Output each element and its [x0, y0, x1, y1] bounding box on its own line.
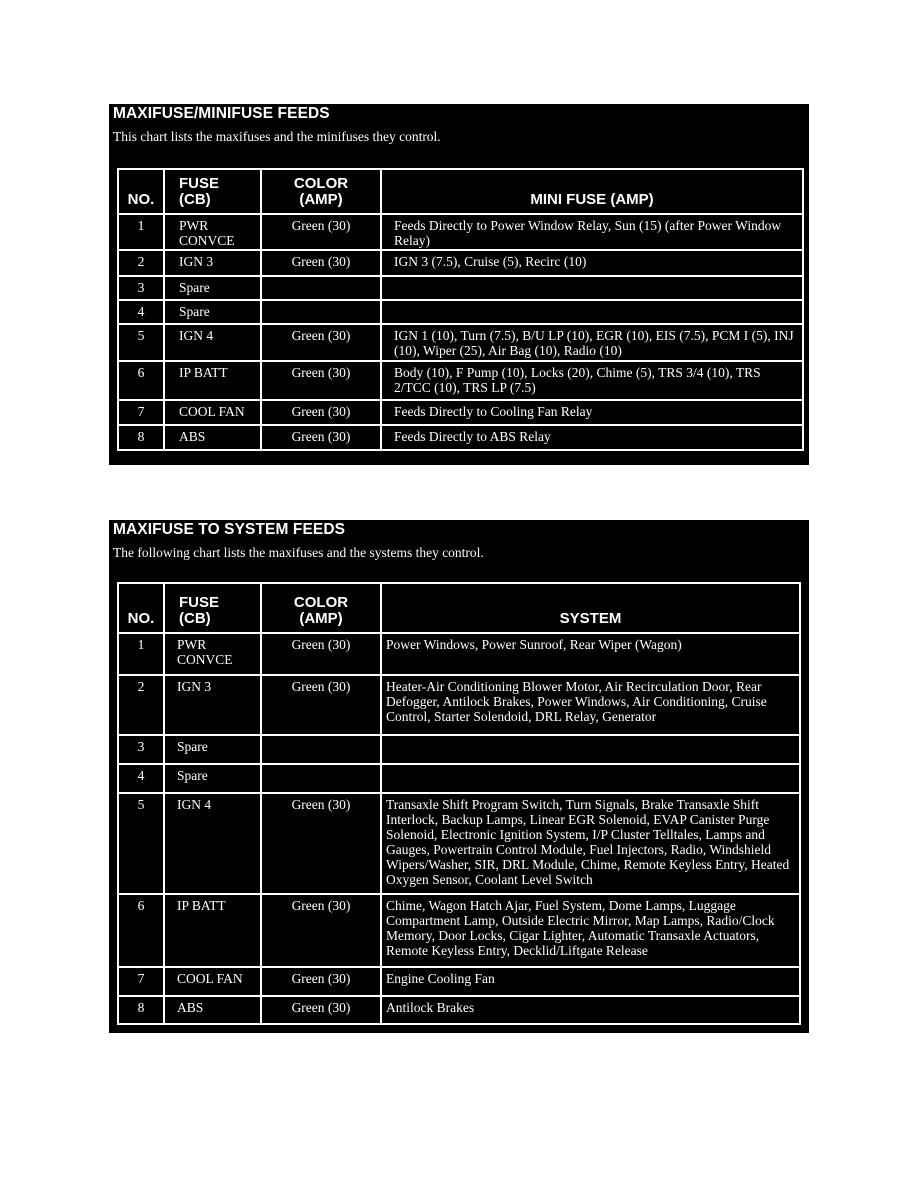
cell-no: 5 — [118, 793, 164, 894]
cell-desc: Power Windows, Power Sunroof, Rear Wiper (Wagon) — [381, 633, 800, 675]
table-row — [118, 324, 803, 361]
cell-desc: Heater-Air Conditioning Blower Motor, Air Recirculation Door, Rear Defogger, Antilock Brakes, Power Windows, Air Conditioning, Cruise Control, Starter Solendoid, DRL Relay, Generator — [381, 675, 800, 735]
cell-no: 8 — [118, 996, 164, 1024]
cell-desc — [381, 300, 803, 324]
cell-color: Green (30) — [261, 214, 381, 250]
cell-fuse: IGN 3 — [164, 250, 261, 276]
table-row — [118, 250, 803, 276]
header-color-label: COLOR (AMP) — [293, 594, 349, 627]
cell-no: 1 — [118, 633, 164, 675]
table-row — [118, 675, 800, 735]
panel-subtitle: The following chart lists the maxifuses and the systems they control. — [113, 545, 484, 560]
cell-no: 6 — [118, 894, 164, 967]
cell-fuse: Spare — [164, 764, 261, 793]
cell-desc: Feeds Directly to ABS Relay — [381, 425, 803, 450]
cell-color: Green (30) — [261, 793, 381, 894]
cell-color: Green (30) — [261, 675, 381, 735]
header-color — [261, 583, 381, 633]
cell-desc: Body (10), F Pump (10), Locks (20), Chime (5), TRS 3/4 (10), TRS 2/TCC (10), TRS LP (7.5) — [381, 361, 803, 400]
table-row — [118, 214, 803, 250]
cell-desc: IGN 3 (7.5), Cruise (5), Recirc (10) — [381, 250, 803, 276]
cell-fuse: Spare — [164, 300, 261, 324]
cell-fuse: IGN 4 — [164, 324, 261, 361]
cell-color — [261, 764, 381, 793]
cell-no: 4 — [118, 300, 164, 324]
panel-title: MAXIFUSE TO SYSTEM FEEDS — [113, 521, 346, 538]
system-feeds-table — [117, 582, 801, 1025]
table-header-row — [118, 169, 803, 214]
cell-fuse: ABS — [164, 425, 261, 450]
panel-title: MAXIFUSE/MINIFUSE FEEDS — [113, 105, 330, 122]
cell-fuse: COOL FAN — [164, 967, 261, 996]
header-fuse — [164, 583, 261, 633]
header-color-label: COLOR (AMP) — [293, 175, 349, 208]
header-color — [261, 169, 381, 214]
cell-no: 3 — [118, 735, 164, 764]
table-row — [118, 967, 800, 996]
cell-fuse: COOL FAN — [164, 400, 261, 425]
cell-desc: Transaxle Shift Program Switch, Turn Signals, Brake Transaxle Shift Interlock, Backup Lamps, Linear EGR Solenoid, EVAP Canister Purge Solenoid, Electronic Ignition System, I/P Cluster Telltales, Lamps and Gauges, Powertrain Control Module, Fuel Injectors, Radio, Windshield Wipers/Washer, SIR, DRL Module, Chime, Remote Keyless Entry, Heated Oxygen Sensor, Coolant Level Switch — [381, 793, 800, 894]
table-row — [118, 300, 803, 324]
cell-desc: IGN 1 (10), Turn (7.5), B/U LP (10), EGR (10), EIS (7.5), PCM I (5), INJ (10), Wiper (25), Air Bag (10), Radio (10) — [381, 324, 803, 361]
table-row — [118, 996, 800, 1024]
table-row — [118, 894, 800, 967]
cell-color: Green (30) — [261, 361, 381, 400]
maxifuse-minifuse-feeds-panel — [109, 104, 809, 465]
table-row — [118, 735, 800, 764]
header-system: SYSTEM — [381, 583, 800, 633]
cell-no: 7 — [118, 967, 164, 996]
cell-color: Green (30) — [261, 324, 381, 361]
cell-desc — [381, 735, 800, 764]
cell-no: 2 — [118, 675, 164, 735]
cell-fuse: Spare — [164, 735, 261, 764]
cell-color — [261, 735, 381, 764]
table-header-row — [118, 583, 800, 633]
table-row — [118, 400, 803, 425]
cell-no: 5 — [118, 324, 164, 361]
cell-color — [261, 276, 381, 300]
table-row — [118, 764, 800, 793]
table-row — [118, 276, 803, 300]
cell-fuse: IGN 3 — [164, 675, 261, 735]
cell-fuse: IGN 4 — [164, 793, 261, 894]
header-fuse-label: FUSE (CB) — [179, 594, 220, 627]
cell-fuse: PWR CONVCE — [164, 214, 261, 250]
maxifuse-system-feeds-panel — [109, 520, 809, 1033]
header-no: NO. — [118, 169, 164, 214]
minifuse-feeds-table — [117, 168, 804, 451]
table-row — [118, 633, 800, 675]
header-fuse-label: FUSE (CB) — [179, 175, 220, 208]
cell-desc: Feeds Directly to Cooling Fan Relay — [381, 400, 803, 425]
table-row — [118, 425, 803, 450]
cell-desc: Chime, Wagon Hatch Ajar, Fuel System, Dome Lamps, Luggage Compartment Lamp, Outside Electric Mirror, Map Lamps, Radio/Clock Memory, Door Locks, Cigar Lighter, Automatic Transaxle Actuators, Remote Keyless Entry, Decklid/Liftgate Release — [381, 894, 800, 967]
header-fuse — [164, 169, 261, 214]
cell-no: 4 — [118, 764, 164, 793]
cell-color: Green (30) — [261, 967, 381, 996]
cell-color — [261, 300, 381, 324]
cell-no: 3 — [118, 276, 164, 300]
cell-color: Green (30) — [261, 894, 381, 967]
cell-fuse: PWR CONVCE — [164, 633, 261, 675]
cell-color: Green (30) — [261, 400, 381, 425]
cell-color: Green (30) — [261, 250, 381, 276]
cell-fuse: Spare — [164, 276, 261, 300]
table-row — [118, 361, 803, 400]
header-mini-fuse: MINI FUSE (AMP) — [381, 169, 803, 214]
table-row — [118, 793, 800, 894]
cell-desc: Feeds Directly to Power Window Relay, Sun (15) (after Power Window Relay) — [381, 214, 803, 250]
cell-fuse: IP BATT — [164, 894, 261, 967]
cell-fuse: IP BATT — [164, 361, 261, 400]
cell-no: 2 — [118, 250, 164, 276]
cell-color: Green (30) — [261, 633, 381, 675]
cell-no: 1 — [118, 214, 164, 250]
cell-desc: Antilock Brakes — [381, 996, 800, 1024]
panel-subtitle: This chart lists the maxifuses and the minifuses they control. — [113, 129, 441, 144]
cell-no: 7 — [118, 400, 164, 425]
header-no: NO. — [118, 583, 164, 633]
cell-no: 8 — [118, 425, 164, 450]
cell-desc — [381, 764, 800, 793]
cell-color: Green (30) — [261, 425, 381, 450]
cell-no: 6 — [118, 361, 164, 400]
cell-color: Green (30) — [261, 996, 381, 1024]
cell-fuse: ABS — [164, 996, 261, 1024]
cell-desc: Engine Cooling Fan — [381, 967, 800, 996]
cell-desc — [381, 276, 803, 300]
